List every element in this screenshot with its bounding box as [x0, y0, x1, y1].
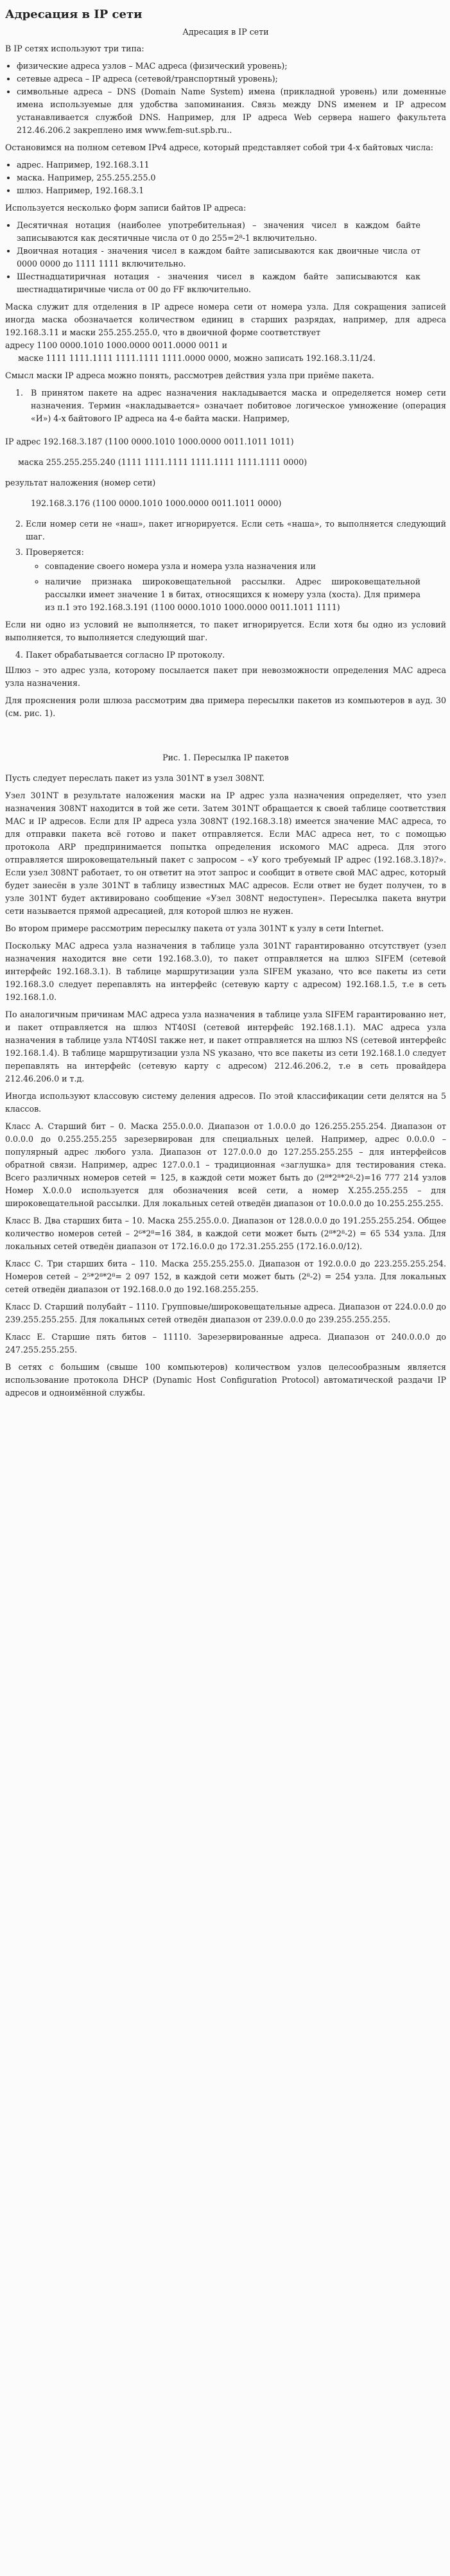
page-title: Адресация в IP сети	[5, 8, 143, 21]
paragraph-example2: Поскольку MAC адреса узла назначения в таблице узла 301NT гарантированно отсутствует (узел назначения находится вне сети 192.168.3.0), то пакет отправляется на шлюз SIFEM (сетевой интерфейс 192.168.3.1). В таблице маршрутизации узла SIFEM указано, что все пакеты из сети 192.168.3.0 следует перепавлять на интерфейс (сетевую карту с адресом) 192.168.1.5, т.е в сеть 192.168.1.0.	[5, 941, 446, 1002]
mask-line: маска 255.255.255.240 (1111 1111.1111 1111.1111 1111.1111 0000)	[18, 457, 307, 467]
list-item	[26, 546, 446, 614]
paragraph-example1-intro: Пусть следует переслать пакет из узла 301NT в узел 308NT.	[5, 773, 265, 783]
paragraph-dhcp: В сетях с большим (свыше 100 компьютеров) количеством узлов целесообразным является использование протокола DHCP (Dynamic Host Configuration Protocol) автоматической раздачи IP адресов и одноимённой службы.	[5, 1362, 446, 1398]
step3-label: Проверяется:	[26, 547, 84, 557]
paragraph-mask: Маска служит для отделения в IP адресе номера сети от номера узла. Для сокращения записей иногда маска обозначается количеством единиц в старших разрядах, например, для адреса 192.168.3.11 и маски 255.255.255.0, что в двоичной форме соответствует	[5, 302, 446, 337]
list-item: 1. В принятом пакете на адрес назначения накладывается маска и определяется номер сети назначения. Термин «накладывается» означает побитовое логическое умножение (операция «И») 4-х байтового IP адреса на 4-е байта маски. Например,	[26, 387, 446, 425]
list-item: • адрес. Например, 192.168.3.11	[17, 159, 446, 171]
paragraph-gateway-demo: Для прояснения роли шлюза рассмотрим два примера пересылки пакетов из компьютеров в ауд. 30 (см. рис. 1).	[5, 696, 446, 718]
list-item: 4. Пакет обрабатывается согласно IP протоколу.	[26, 649, 446, 662]
list-item: • маска. Например, 255.255.255.0	[17, 171, 446, 184]
paragraph-step3-after: Если ни одно из условий не выполняется, то пакет игнорируется. Если хотя бы одно из условий выполняется, то выполняется следующий шаг.	[5, 620, 446, 642]
notation-forms-list	[5, 219, 446, 296]
mask-binary-mask: маске 1111 1111.1111 1111.1111 1111.0000 0000, можно записать 192.168.3.11/24.	[18, 353, 376, 363]
paragraph-class-a: Класс А. Старший бит – 0. Маска 255.0.0.0. Диапазон от 1.0.0.0 до 126.255.255.254. Диапазон от 0.0.0.0 до 0.255.255.255 зарезервирован для специальных целей. Например, адрес 0.0.0.0 – популярный адрес любого узла. Диапазон от 127.0.0.0 до 127.255.255.255 – для интерфейсов обратной связи. Например, адрес 127.0.0.1 – традиционная «заглушка» для тестирования стека. Всего различных номеров сетей = 125, в каждой сети может быть до (2⁸*2⁸*2⁸-2)=16 777 214 узлов Номер X.0.0.0 используется для обозначения всей сети, а номер X.255.255.255 – для широковещательной рассылки. Для локальных сетей отведён диапазон от 10.0.0.0 до 10.255.255.255.	[5, 1121, 446, 1208]
paragraph-class-e: Класс Е. Старшие пять битов – 11110. Зарезервированные адреса. Диапазон от 240.0.0.0 до 247.255.255.255.	[5, 1332, 446, 1354]
page-subtitle: Адресация в IP сети	[182, 27, 269, 37]
mask-binary-address: адресу 1100 0000.1010 1000.0000 0011.0000 0011 и	[5, 340, 228, 350]
list-item: 2. Если номер сети не «наш», пакет игнорируется. Если сеть «наша», то выполняется следующий шаг.	[26, 518, 446, 543]
list-item: ◦ наличие признака широковещательной рассылки. Адрес широковещательной рассылки имеет значение 1 в битах, относящихся к номеру узла (хоста). Для примера из п.1 это 192.168.3.191 (1100 0000.1010 1000.0000 0011.1011 1111)	[45, 575, 446, 614]
packet-steps-list	[5, 387, 446, 425]
list-item: ◦ совпадение своего номера узла и номера узла назначения или	[45, 560, 446, 573]
list-item: • физические адреса узлов – MAC адреса (физический уровень);	[17, 60, 446, 73]
paragraph-example2-cont: По аналогичным причинам MAC адреса узла назначения в таблице узла SIFEM гарантированно нет, и пакет отправляется на шлюз NT40SI (сетевой интерфейс 192.168.1.1). MAC адреса узла назначения в таблице узла NT40SI также нет, и пакет отправляется на шлюз NS (сетевой интерфейс 192.168.1.4). В таблице маршрутизации узла NS указано, что все пакеты из сети 192.168.1.0 следует перепавлять на интерфейс (сетевую карту с адресом) 212.46.206.2, т.е в сеть провайдера 212.46.206.0 и т.д.	[5, 1010, 446, 1083]
paragraph-class-d: Класс D. Старший полубайт – 1110. Групповые/широковещательные адреса. Диапазон от 224.0.0.0 до 239.255.255.255. Для локальных сетей отведён диапазон от 239.0.0.0 до 239.255.255.255.	[5, 1302, 446, 1324]
list-item: • Десятичная нотация (наиболее употребительная) – значения чисел в каждом байте записываются как десятичные числа от 0 до 255=2⁸-1 включительно.	[17, 219, 446, 245]
paragraph-gateway-intro: Смысл маски IP адреса можно понять, рассмотрев действия узла при приёме пакета.	[5, 371, 374, 380]
paragraph-class-b: Класс В. Два старших бита – 10. Маска 255.255.0.0. Диапазон от 128.0.0.0 до 191.255.255.254. Общее количество номеров сетей – 2⁶*2⁸=16 384, в каждой сети может быть (2⁸*2⁸-2) = 65 534 узла. Для локальных сетей отведён диапазон от 172.16.0.0 до 172.31.255.255 (172.16.0.0/12).	[5, 1216, 446, 1251]
list-item: • сетевые адреса – IP адреса (сетевой/транспортный уровень);	[17, 73, 446, 85]
list-item: • Двоичная нотация - значения чисел в каждом байте записываются как двоичные числа от 0000 0000 до 1111 1111 включительно.	[17, 245, 446, 270]
result-line: 192.168.3.176 (1100 0000.1010 1000.0000 0011.1011 0000)	[31, 498, 282, 508]
paragraph-intro: В IP сетях используют три типа:	[5, 44, 144, 53]
paragraph-class-c: Класс С. Три старших бита – 110. Маска 255.255.255.0. Диапазон от 192.0.0.0 до 223.255.255.254. Номеров сетей – 2⁵*2⁸*2⁸= 2 097 152, в каждой сети может быть (2⁸-2) = 254 узла. Для локальных сетей отведён диапазон от 192.168.0.0 до 192.168.255.255.	[5, 1259, 446, 1294]
result-label: результат наложения (номер сети)	[5, 478, 156, 487]
paragraph-ipv4: Остановимся на полном сетевом IPv4 адресе, который представляет собой три 4-х байтовых числа:	[5, 143, 433, 152]
list-item: • символьные адреса – DNS (Domain Name System) имена (прикладной уровень) или доменные имена используемые для удобства запоминания. Связь между DNS именем и IP адресом устанавливается службой DNS. Например, для IP адреса Web сервера нашего факультета 212.46.206.2 закреплено имя www.fem-sut.spb.ru..	[17, 85, 446, 137]
packet-steps-list-final	[5, 649, 446, 662]
ipv4-list	[5, 159, 446, 197]
packet-steps-list-cont	[5, 518, 446, 614]
paragraph-example1: Узел 301NT в результате наложения маски на IP адрес узла назначения определяет, что узел назначения 308NT находится в той же сети. Затем 301NT обращается к своей таблице соответствия MAC и IP адресов. Если для IP адреса узла 308NT (192.168.3.18) имеется значение MAC адреса, то для отправки пакета всё готово и пакет отправляется. Если MAC адреса нет, то с помощью протокола ARP предпринимается попытка определения искомого MAC адреса. Для этого отправляется широковещательный пакет с запросом – «У кого требуемый IP адрес (192.168.3.18)?». Если узел 308NT работает, то он ответит на этот запрос и сообщит в ответе свой MAC адрес, который будет занесён в узле 301NT в таблицу известных MAC адресов. Если ответ не будет получен, то в узле 301NT будет активировано сообщение «Узел 308NT недоступен». Пересылка пакета внутри сети называется прямой адресацией, для которой шлюз не нужен.	[5, 791, 446, 916]
paragraph-classes-intro: Иногда используют классовую систему деления адресов. По этой классификации сети делятся на 5 классов.	[5, 1091, 446, 1114]
paragraph-forms: Используется несколько форм записи байтов IP адреса:	[5, 203, 247, 213]
figure-caption: Рис. 1. Пересылка IP пакетов	[162, 753, 289, 762]
list-item: • Шестнадцатиричная нотация - значения чисел в каждом байте записываются как шестнадцатиричные числа от 00 до FF включительно.	[17, 270, 446, 296]
list-item: • шлюз. Например, 192.168.3.1	[17, 184, 446, 197]
step3-conditions	[26, 560, 446, 614]
ip-address-line: IP адрес 192.168.3.187 (1100 0000.1010 1000.0000 0011.1011 1011)	[5, 437, 294, 446]
paragraph-example2-intro: Во втором примере рассмотрим пересылку пакета от узла 301NT к узлу в сети Internet.	[5, 924, 384, 933]
paragraph-gateway-role: Шлюз – это адрес узла, которому посылается пакет при невозможности определения MAC адреса узла назначения.	[5, 665, 446, 688]
address-types-list	[5, 60, 446, 137]
